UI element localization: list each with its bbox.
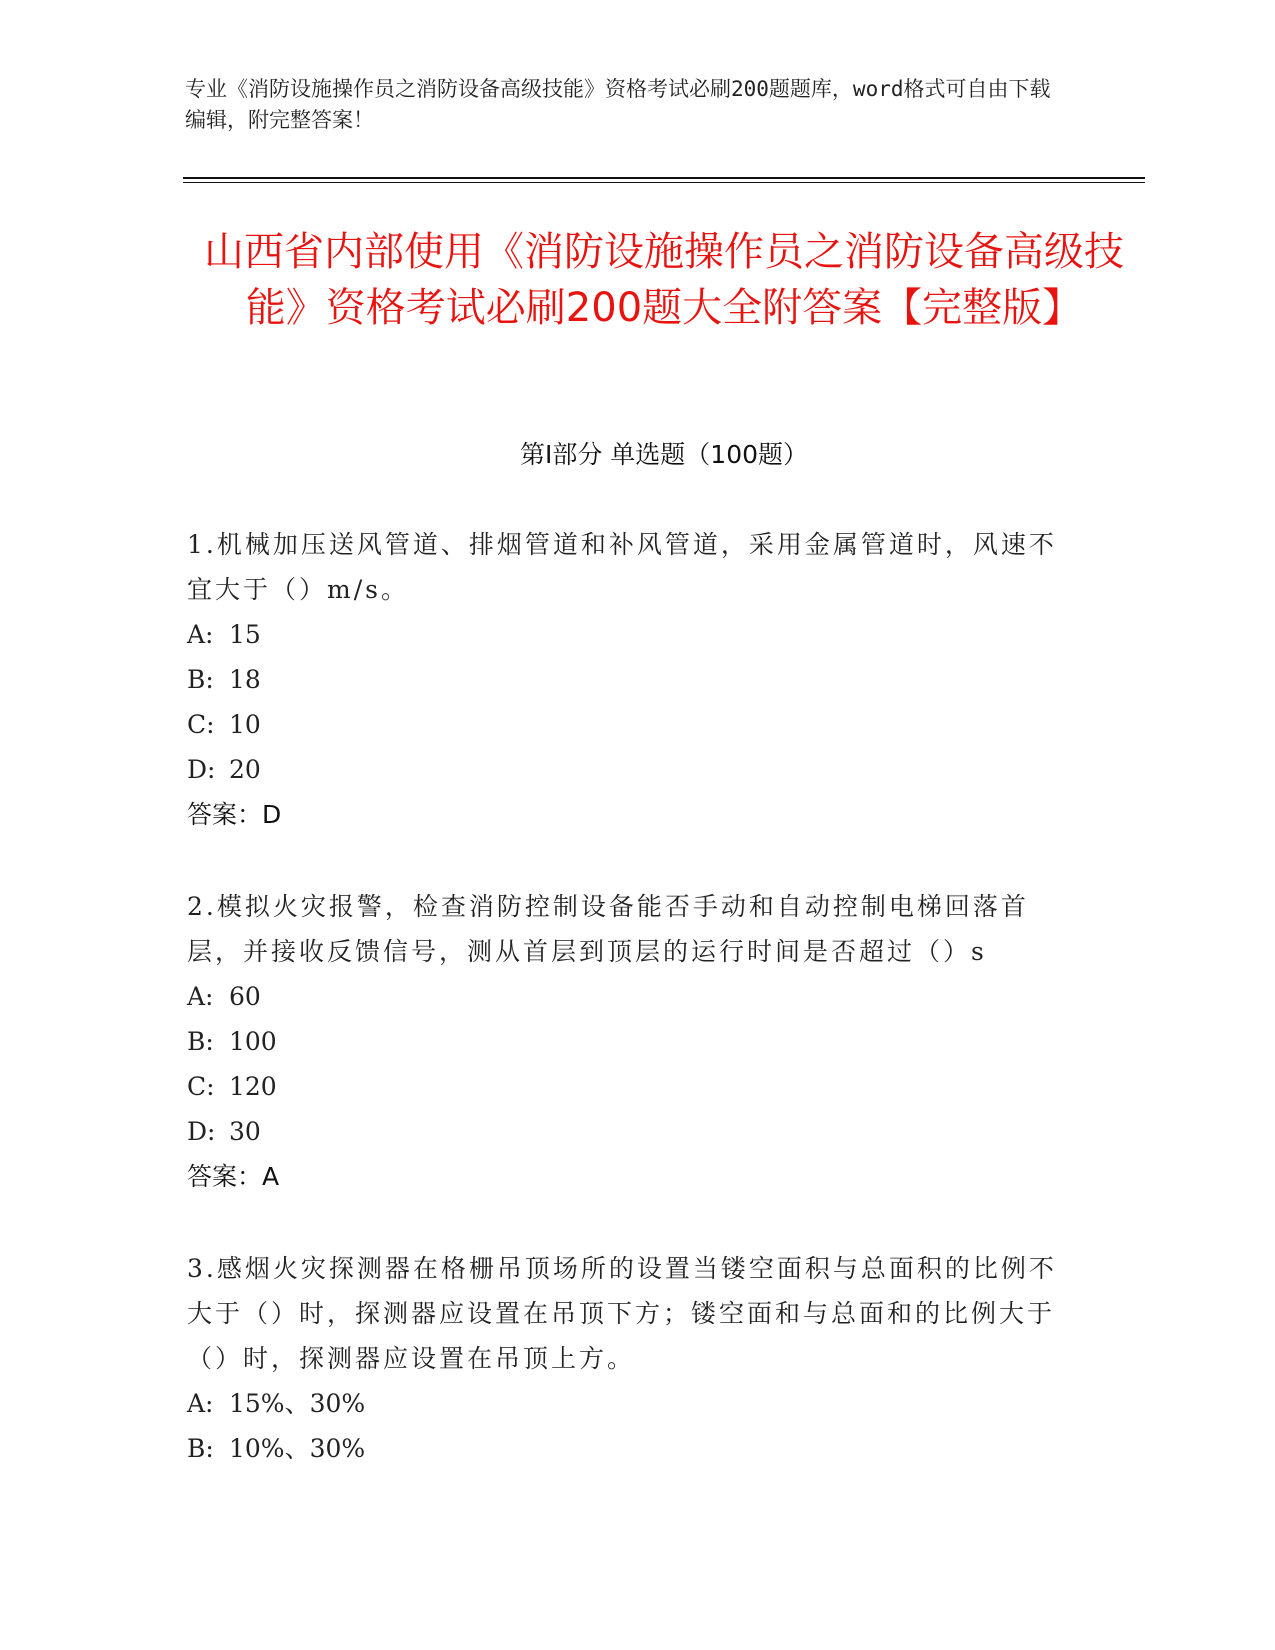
header-note: 专业《消防设施操作员之消防设备高级技能》资格考试必刷200题题库，word格式可自由下载编辑，附完整答案！	[185, 77, 1051, 132]
option-letter: B:	[187, 665, 214, 694]
option-text: 30	[229, 1117, 261, 1146]
option-d	[187, 747, 1067, 792]
question-stem: 1.机械加压送风管道、排烟管道和补风管道，采用金属管道时，风速不宜大于（）m/s。	[187, 530, 1057, 604]
option-text: 60	[229, 982, 261, 1011]
option-b	[187, 1019, 1067, 1064]
question-2	[187, 884, 1067, 1199]
question-3	[187, 1246, 1067, 1471]
header-rule-thin	[183, 182, 1145, 183]
document-title: 山西省内部使用《消防设施操作员之消防设备高级技能》资格考试必刷200题大全附答案【完整版】	[204, 229, 1124, 331]
question-stem: 3.感烟火灾探测器在格栅吊顶场所的设置当镂空面积与总面积的比例不大于（）时，探测器应设置在吊顶下方；镂空面和与总面和的比例大于（）时，探测器应设置在吊顶上方。	[187, 1254, 1057, 1373]
header-rule-thick	[183, 177, 1145, 179]
option-letter: C:	[187, 710, 215, 739]
question-stem: 2.模拟火灾报警，检查消防控制设备能否手动和自动控制电梯回落首层，并接收反馈信号，测从首层到顶层的运行时间是否超过（）s	[187, 892, 1029, 966]
option-c	[187, 702, 1067, 747]
option-text: 100	[229, 1027, 277, 1056]
option-text: 10	[229, 710, 261, 739]
option-letter: D:	[187, 1117, 216, 1146]
question-1	[187, 522, 1067, 837]
option-letter: D:	[187, 755, 216, 784]
option-letter: A:	[187, 620, 214, 649]
answer-line: 答案：A	[187, 1162, 280, 1191]
option-letter: B:	[187, 1434, 214, 1463]
option-a	[187, 1381, 1067, 1426]
answer-line: 答案：D	[187, 800, 282, 829]
section-heading: 第Ⅰ部分 单选题（100题）	[519, 440, 809, 469]
option-text: 18	[229, 665, 261, 694]
option-text: 120	[229, 1072, 277, 1101]
option-letter: A:	[187, 982, 214, 1011]
option-letter: B:	[187, 1027, 214, 1056]
option-b	[187, 1426, 1067, 1471]
option-text: 10%、30%	[229, 1434, 366, 1463]
option-letter: A:	[187, 1389, 214, 1418]
option-d	[187, 1109, 1067, 1154]
option-letter: C:	[187, 1072, 215, 1101]
option-a	[187, 974, 1067, 1019]
option-text: 15	[229, 620, 261, 649]
option-c	[187, 1064, 1067, 1109]
option-text: 15%、30%	[229, 1389, 366, 1418]
option-text: 20	[229, 755, 261, 784]
option-b	[187, 657, 1067, 702]
option-a	[187, 612, 1067, 657]
